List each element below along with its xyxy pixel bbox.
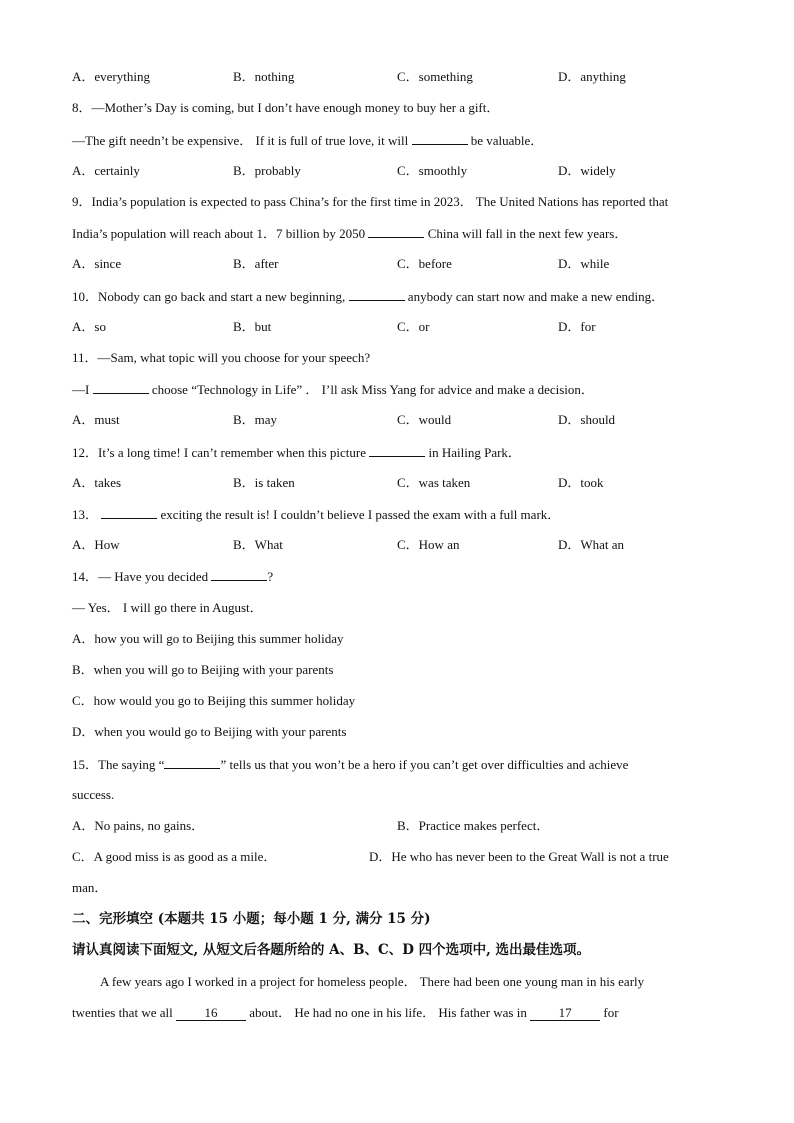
answer-blank bbox=[349, 288, 405, 301]
passage-text: about． He had no one in his life． His father was in bbox=[249, 1005, 527, 1020]
q8-option-d[interactable]: D．widely bbox=[558, 163, 616, 178]
q11-option-c[interactable]: C．would bbox=[397, 412, 452, 427]
q14-after: ? bbox=[267, 569, 274, 584]
q9-question-cont bbox=[72, 225, 627, 242]
q15-option-a[interactable]: A．No pains, no gains． bbox=[72, 818, 205, 833]
q8-option-b[interactable]: B．probably bbox=[233, 163, 301, 178]
q11-before: —I bbox=[72, 382, 90, 397]
q11-question: 11．—Sam, what topic will you choose for your speech? bbox=[72, 350, 371, 365]
q11-option-d[interactable]: D．should bbox=[558, 412, 616, 427]
q7-option-b[interactable]: B．nothing bbox=[233, 69, 295, 84]
q15-question bbox=[72, 756, 628, 773]
q10-question bbox=[72, 288, 664, 305]
q13-after: exciting the result is! I couldn’t believe I passed the exam with a full mark． bbox=[160, 507, 561, 522]
answer-blank bbox=[164, 756, 220, 769]
answer-blank bbox=[369, 444, 425, 457]
passage-text: for bbox=[603, 1005, 619, 1020]
answer-blank bbox=[101, 506, 157, 519]
q11-option-b[interactable]: B．may bbox=[233, 412, 278, 427]
answer-blank bbox=[412, 132, 468, 145]
q8-response-after: be valuable． bbox=[470, 133, 544, 148]
q11-option-a[interactable]: A．must bbox=[72, 412, 120, 427]
q10-after: anybody can start now and make a new ending． bbox=[407, 289, 665, 304]
answer-blank bbox=[211, 568, 267, 581]
cloze-blank-16: 16 bbox=[176, 1006, 246, 1021]
q12-option-b[interactable]: B．is taken bbox=[233, 475, 295, 490]
q14-response: — Yes． I will go there in August． bbox=[72, 600, 263, 615]
q13-number: 13． bbox=[72, 507, 99, 522]
q13-option-d[interactable]: D．What an bbox=[558, 537, 625, 552]
q12-question bbox=[72, 444, 521, 461]
q13-option-a[interactable]: A．How bbox=[72, 537, 120, 552]
q15-option-d-cont: man． bbox=[72, 880, 108, 895]
q11-response bbox=[72, 381, 594, 398]
q9-option-b[interactable]: B．after bbox=[233, 256, 279, 271]
q15-option-b[interactable]: B．Practice makes perfect． bbox=[397, 818, 550, 833]
q15-option-c[interactable]: C．A good miss is as good as a mile． bbox=[72, 849, 277, 864]
q9-option-a[interactable]: A．since bbox=[72, 256, 122, 271]
q10-before: 10．Nobody can go back and start a new beginning, bbox=[72, 289, 346, 304]
q9-question: 9．India’s population is expected to pass China’s for the first time in 2023． The United Nations has reported that bbox=[72, 194, 669, 209]
answer-blank bbox=[368, 225, 424, 238]
q12-after: in Hailing Park． bbox=[428, 445, 521, 460]
q12-before: 12．It’s a long time! I can’t remember when this picture bbox=[72, 445, 366, 460]
q12-option-d[interactable]: D．took bbox=[558, 475, 604, 490]
q14-option-a[interactable]: A．how you will go to Beijing this summer holiday bbox=[72, 631, 344, 646]
q15-before: 15．The saying “ bbox=[72, 757, 165, 772]
q14-option-b[interactable]: B．when you will go to Beijing with your parents bbox=[72, 662, 334, 677]
q9-before: India’s population will reach about 1．7 billion by 2050 bbox=[72, 226, 366, 241]
q10-option-c[interactable]: C．or bbox=[397, 319, 430, 334]
q14-question bbox=[72, 568, 273, 585]
q7-option-c[interactable]: C．something bbox=[397, 69, 473, 84]
section-instruction: 请认真阅读下面短文, 从短文后各题所给的 A、B、C、D 四个选项中, 选出最佳选项。 bbox=[72, 942, 591, 958]
answer-blank bbox=[93, 381, 149, 394]
cloze-blank-17: 17 bbox=[530, 1006, 600, 1021]
q8-option-a[interactable]: A．certainly bbox=[72, 163, 140, 178]
passage-text: twenties that we all bbox=[72, 1005, 173, 1020]
q13-option-b[interactable]: B．What bbox=[233, 537, 283, 552]
q15-after: ” tells us that you won’t be a hero if you can’t get over difficulties and achieve bbox=[220, 757, 629, 772]
q9-option-c[interactable]: C．before bbox=[397, 256, 452, 271]
passage-line-1: A few years ago I worked in a project for homeless people． There had been one young man in his early bbox=[100, 974, 645, 989]
q11-after: choose “Technology in Life” ． I’ll ask Miss Yang for advice and make a decision． bbox=[151, 382, 594, 397]
q14-option-c[interactable]: C．how would you go to Beijing this summer holiday bbox=[72, 693, 356, 708]
q7-option-d[interactable]: D．anything bbox=[558, 69, 626, 84]
q8-response-before: —The gift needn’t be expensive． If it is full of true love, it will bbox=[72, 133, 409, 148]
q15-option-d[interactable]: D．He who has never been to the Great Wall is not a true bbox=[369, 849, 669, 864]
q14-option-d[interactable]: D．when you would go to Beijing with your parents bbox=[72, 724, 347, 739]
q10-option-b[interactable]: B．but bbox=[233, 319, 272, 334]
q8-question: 8．—Mother’s Day is coming, but I don’t have enough money to buy her a gift． bbox=[72, 100, 500, 115]
q8-option-c[interactable]: C．smoothly bbox=[397, 163, 468, 178]
q14-before: 14．— Have you decided bbox=[72, 569, 209, 584]
q13-question bbox=[72, 506, 560, 523]
q10-option-d[interactable]: D．for bbox=[558, 319, 596, 334]
q12-option-c[interactable]: C．was taken bbox=[397, 475, 471, 490]
q7-option-a[interactable]: A．everything bbox=[72, 69, 150, 84]
q10-option-a[interactable]: A．so bbox=[72, 319, 106, 334]
q15-question-cont: success. bbox=[72, 787, 115, 802]
q9-after: China will fall in the next few years． bbox=[427, 226, 628, 241]
section-title: 二、完形填空 (本题共 15 小题；每小题 1 分, 满分 15 分) bbox=[72, 911, 431, 927]
q9-option-d[interactable]: D．while bbox=[558, 256, 610, 271]
q12-option-a[interactable]: A．takes bbox=[72, 475, 122, 490]
passage-line-2 bbox=[72, 1005, 619, 1021]
q8-response bbox=[72, 132, 543, 149]
q13-option-c[interactable]: C．How an bbox=[397, 537, 460, 552]
